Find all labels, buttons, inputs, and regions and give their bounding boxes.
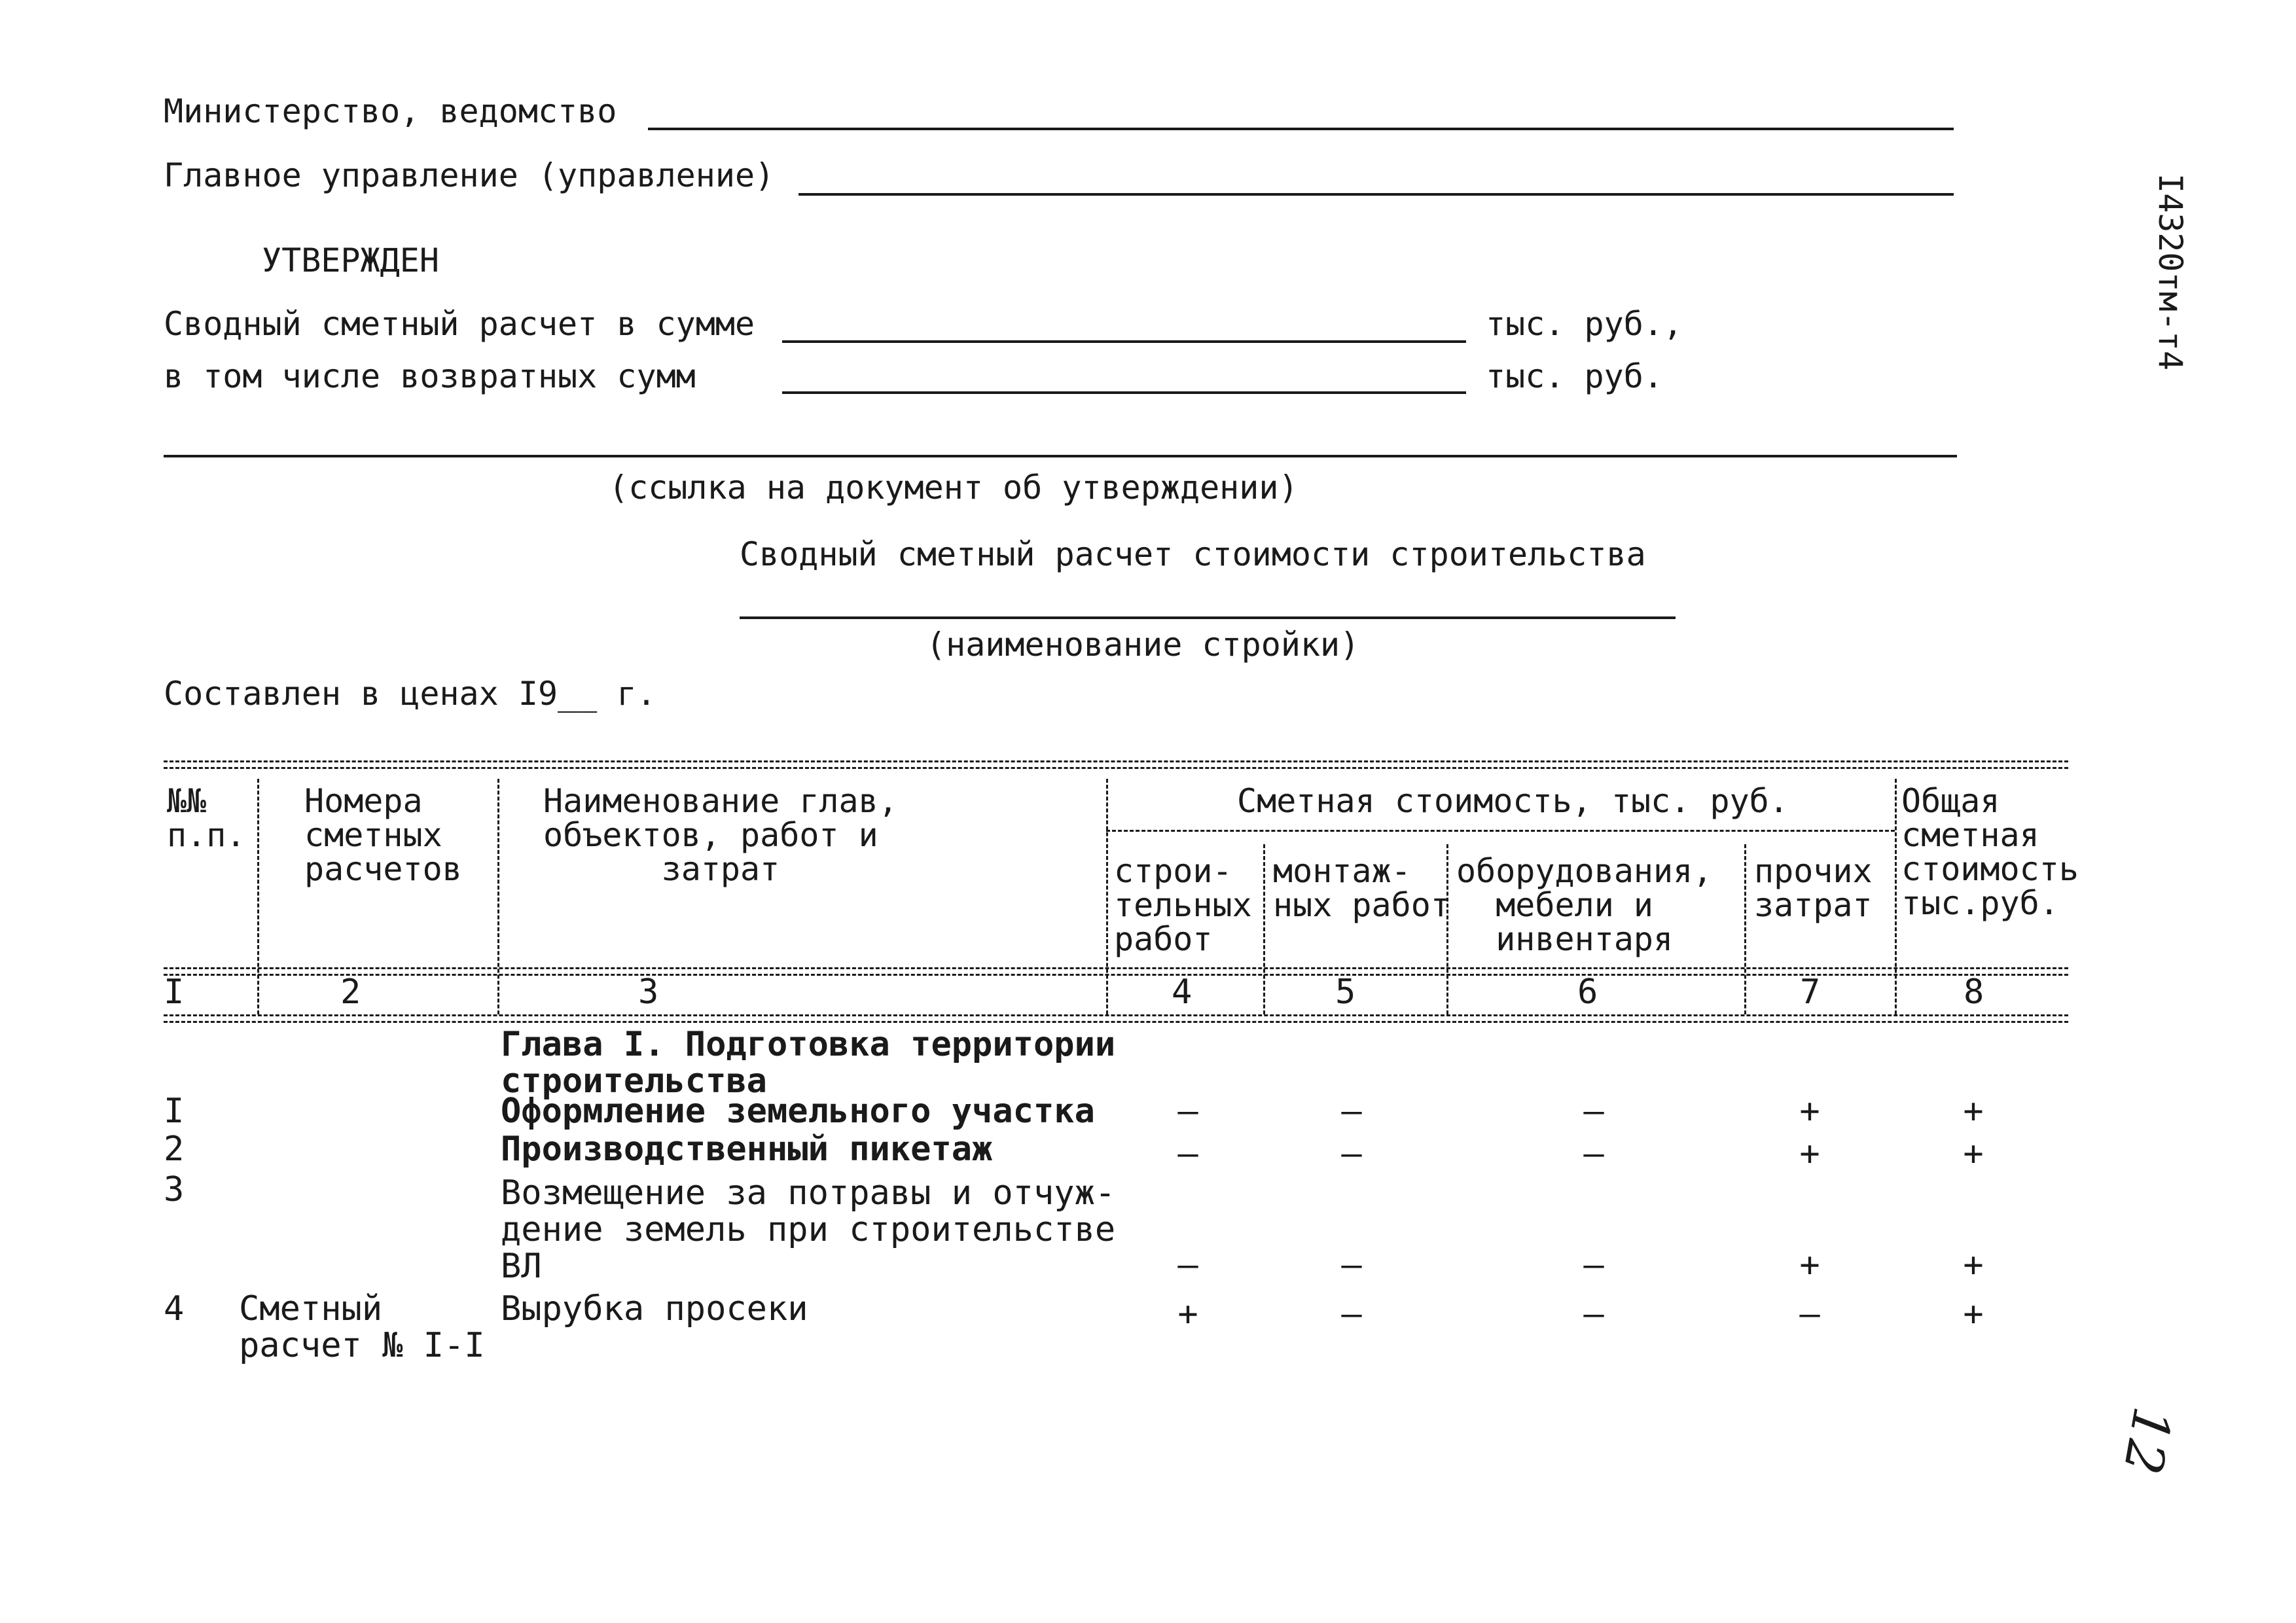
directorate-label: Главное управление (управление)	[164, 156, 775, 194]
col-number: 5	[1335, 972, 1356, 1012]
returnable-label: в том числе возвратных сумм	[164, 357, 696, 395]
cell-construction: –	[1177, 1092, 1198, 1131]
col-header-name: Наименование глав, объектов, работ и затрат	[543, 782, 898, 888]
ministry-label: Министерство, ведомство	[164, 92, 617, 130]
construction-name-caption: (наименование стройки)	[926, 626, 1360, 664]
cell-installation: –	[1341, 1092, 1362, 1131]
row-number: I	[164, 1092, 185, 1131]
cell-installation: –	[1341, 1245, 1362, 1285]
cell-total: +	[1963, 1134, 1984, 1173]
row-number: 4	[164, 1289, 185, 1329]
cell-construction: –	[1177, 1134, 1198, 1173]
sum-unit: тыс. руб.,	[1486, 305, 1683, 343]
cell-other: +	[1799, 1092, 1820, 1131]
col-header-total: Общая сметная стоимость тыс.руб.	[1901, 782, 2079, 922]
cell-construction: +	[1177, 1294, 1198, 1334]
document-code: I4320тм-т4	[2151, 173, 2189, 371]
col-number: 2	[340, 972, 361, 1012]
col-header-other: прочих затрат	[1754, 852, 1873, 924]
row-calc-number: Сметный расчет № I-I	[239, 1289, 485, 1365]
approval-ref-caption: (ссылка на документ об утверждении)	[609, 469, 1299, 507]
col-sep-2	[497, 779, 499, 1014]
row-name: Вырубка просеки	[501, 1289, 808, 1329]
col-number: 8	[1964, 972, 1984, 1012]
cell-total: +	[1963, 1092, 1984, 1131]
page-number: 12	[2111, 1402, 2183, 1479]
cell-other: +	[1799, 1245, 1820, 1285]
col-header-calc-numbers: Номера сметных расчетов	[304, 782, 462, 888]
row-name: Возмещение за потравы и отчуж- дение земель при строительстве ВЛ	[501, 1173, 1116, 1286]
col-header-installation: монтаж- ных работ	[1273, 852, 1450, 924]
ministry-field-line	[648, 128, 1954, 130]
cell-equipment: –	[1583, 1294, 1604, 1334]
row-name: Производственный пикетаж	[501, 1130, 993, 1169]
numbers-bottom-rule-2	[164, 1021, 2068, 1023]
col-number: I	[164, 972, 185, 1012]
col-header-construction: строи- тельных работ	[1114, 852, 1252, 958]
sum-label: Сводный сметный расчет в сумме	[164, 305, 755, 343]
chapter-heading: Глава I. Подготовка территории строительства	[501, 1025, 1116, 1101]
cell-installation: –	[1341, 1294, 1362, 1334]
approval-ref-line	[164, 455, 1957, 457]
table-top-rule	[164, 760, 2068, 762]
header-bottom-rule-2	[164, 974, 2068, 976]
col-header-equipment: оборудования, мебели и инвентаря	[1456, 852, 1713, 958]
header-bottom-rule	[164, 967, 2068, 969]
col-sep-7	[1895, 779, 1897, 1014]
col-number: 4	[1172, 972, 1193, 1012]
row-number: 3	[164, 1170, 185, 1209]
directorate-field-line	[798, 193, 1954, 196]
col-number: 7	[1800, 972, 1821, 1012]
table-top-rule-2	[164, 767, 2068, 769]
row-name: Оформление земельного участка	[501, 1092, 1095, 1131]
cell-equipment: –	[1583, 1245, 1604, 1285]
cell-total: +	[1963, 1245, 1984, 1285]
returnable-unit: тыс. руб.	[1486, 357, 1663, 395]
sum-field-line	[782, 340, 1466, 343]
col-number: 3	[638, 972, 659, 1012]
col-header-group: Сметная стоимость, тыс. руб.	[1237, 782, 1789, 820]
numbers-bottom-rule	[164, 1014, 2068, 1016]
col-number: 6	[1577, 972, 1598, 1012]
construction-name-line	[740, 616, 1676, 619]
col-sep-4	[1263, 844, 1265, 1014]
returnable-field-line	[782, 391, 1466, 394]
col-header-number: №№ п.п.	[167, 782, 246, 854]
prices-label: Составлен в ценах I9__ г.	[164, 675, 656, 713]
cell-total: +	[1963, 1294, 1984, 1334]
col-sep-1	[257, 779, 259, 1014]
cell-other: –	[1799, 1294, 1820, 1334]
cell-construction: –	[1177, 1245, 1198, 1285]
document-title: Сводный сметный расчет стоимости строительства	[740, 535, 1646, 573]
approved-heading: УТВЕРЖДЕН	[262, 241, 439, 279]
cell-installation: –	[1341, 1134, 1362, 1173]
row-number: 2	[164, 1130, 185, 1169]
col-sep-3	[1106, 779, 1108, 1014]
cell-equipment: –	[1583, 1092, 1604, 1131]
cell-equipment: –	[1583, 1134, 1604, 1173]
col-sep-6	[1744, 844, 1746, 1014]
group-header-rule	[1106, 830, 1895, 832]
cell-other: +	[1799, 1134, 1820, 1173]
